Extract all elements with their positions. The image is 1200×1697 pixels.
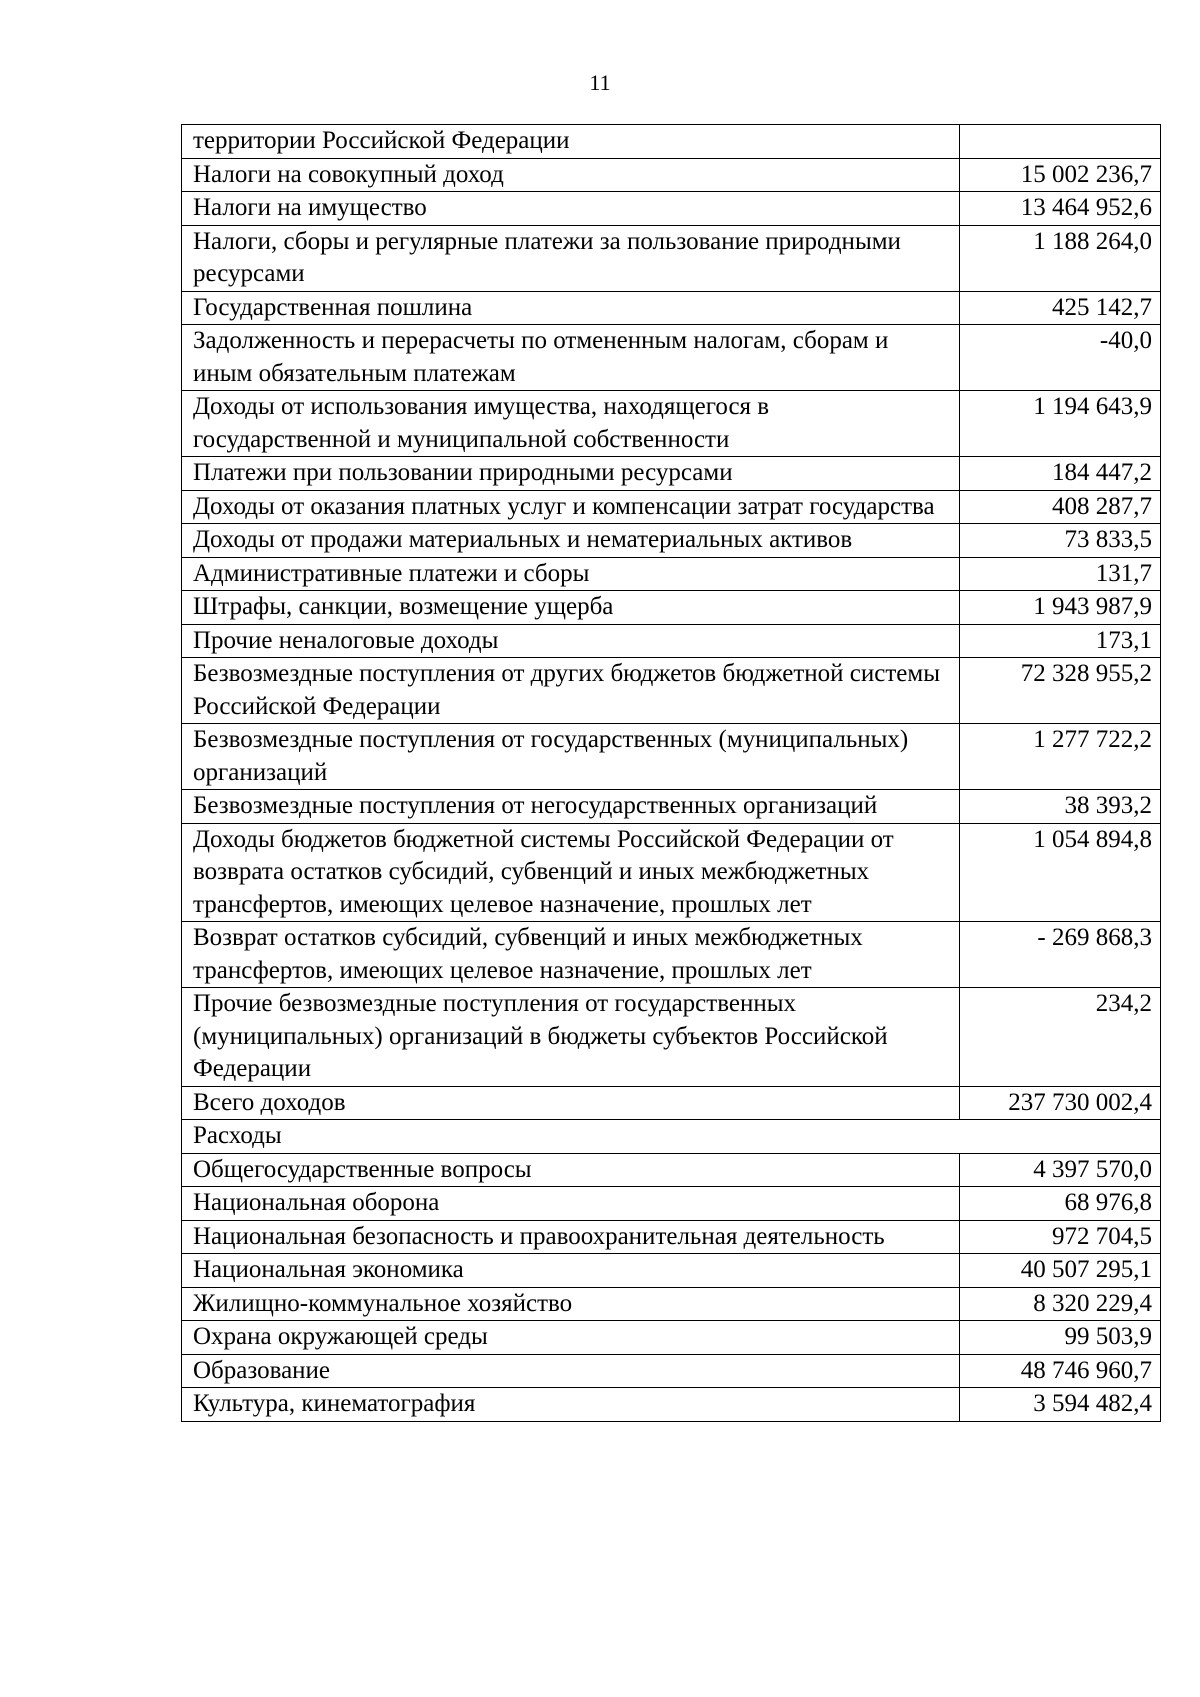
row-label: Прочие безвозмездные поступления от государственных (муниципальных) организаций в бюджеты субъектов Российской Федерации	[182, 988, 960, 1087]
row-label: Охрана окружающей среды	[182, 1321, 960, 1355]
row-value: 234,2	[960, 988, 1161, 1087]
row-value: 68 976,8	[960, 1187, 1161, 1221]
row-label: Жилищно-коммунальное хозяйство	[182, 1287, 960, 1321]
expense-row	[182, 1388, 1161, 1422]
row-label: Национальная оборона	[182, 1187, 960, 1221]
income-row	[182, 524, 1161, 558]
expense-row	[182, 1287, 1161, 1321]
row-label: Национальная безопасность и правоохранительная деятельность	[182, 1220, 960, 1254]
row-value: 40 507 295,1	[960, 1254, 1161, 1288]
row-value: 1 188 264,0	[960, 225, 1161, 291]
income-row	[182, 490, 1161, 524]
income-row	[182, 391, 1161, 457]
income-row	[182, 1086, 1161, 1120]
row-label: Культура, кинематография	[182, 1388, 960, 1422]
row-label: Доходы от использования имущества, находящегося в государственной и муниципальной собственности	[182, 391, 960, 457]
row-value: 15 002 236,7	[960, 158, 1161, 192]
income-row	[182, 658, 1161, 724]
row-label: Государственная пошлина	[182, 291, 960, 325]
row-label: Прочие неналоговые доходы	[182, 624, 960, 658]
expense-row	[182, 1220, 1161, 1254]
row-label: Платежи при пользовании природными ресурсами	[182, 457, 960, 491]
row-value: 8 320 229,4	[960, 1287, 1161, 1321]
budget-table	[181, 124, 1161, 1422]
row-value: 38 393,2	[960, 790, 1161, 824]
row-label: Всего доходов	[182, 1086, 960, 1120]
expense-row	[182, 1321, 1161, 1355]
row-value: 237 730 002,4	[960, 1086, 1161, 1120]
row-label: Безвозмездные поступления от негосударственных организаций	[182, 790, 960, 824]
expense-row	[182, 1354, 1161, 1388]
row-label: территории Российской Федерации	[182, 125, 960, 159]
row-value: 184 447,2	[960, 457, 1161, 491]
row-label: Штрафы, санкции, возмещение ущерба	[182, 591, 960, 625]
income-row	[182, 724, 1161, 790]
income-row	[182, 823, 1161, 922]
expense-row	[182, 1254, 1161, 1288]
row-value: 72 328 955,2	[960, 658, 1161, 724]
income-row	[182, 624, 1161, 658]
row-label: Образование	[182, 1354, 960, 1388]
row-value: 73 833,5	[960, 524, 1161, 558]
income-row	[182, 790, 1161, 824]
row-value: 99 503,9	[960, 1321, 1161, 1355]
row-label: Налоги на совокупный доход	[182, 158, 960, 192]
income-row	[182, 922, 1161, 988]
row-value: 173,1	[960, 624, 1161, 658]
row-label: Общегосударственные вопросы	[182, 1153, 960, 1187]
row-value: 48 746 960,7	[960, 1354, 1161, 1388]
row-value: -40,0	[960, 325, 1161, 391]
row-value: 1 277 722,2	[960, 724, 1161, 790]
income-row	[182, 557, 1161, 591]
row-label: Возврат остатков субсидий, субвенций и иных межбюджетных трансфертов, имеющих целевое назначение, прошлых лет	[182, 922, 960, 988]
income-row	[182, 457, 1161, 491]
row-value: 408 287,7	[960, 490, 1161, 524]
row-value: 13 464 952,6	[960, 192, 1161, 226]
section-title: Расходы	[182, 1120, 1161, 1154]
row-value: 1 943 987,9	[960, 591, 1161, 625]
budget-table-body	[182, 125, 1161, 1422]
income-row	[182, 291, 1161, 325]
row-label: Задолженность и перерасчеты по отмененным налогам, сборам и иным обязательным платежам	[182, 325, 960, 391]
section-row	[182, 1120, 1161, 1154]
row-value	[960, 125, 1161, 159]
page-number: 11	[589, 70, 611, 95]
row-label: Доходы от продажи материальных и нематериальных активов	[182, 524, 960, 558]
row-label: Национальная экономика	[182, 1254, 960, 1288]
row-label: Административные платежи и сборы	[182, 557, 960, 591]
row-value: 4 397 570,0	[960, 1153, 1161, 1187]
income-row	[182, 225, 1161, 291]
row-label: Налоги на имущество	[182, 192, 960, 226]
row-value: 1 194 643,9	[960, 391, 1161, 457]
row-label: Безвозмездные поступления от других бюджетов бюджетной системы Российской Федерации	[182, 658, 960, 724]
row-label: Налоги, сборы и регулярные платежи за пользование природными ресурсами	[182, 225, 960, 291]
row-value: 1 054 894,8	[960, 823, 1161, 922]
income-row	[182, 591, 1161, 625]
row-value: 3 594 482,4	[960, 1388, 1161, 1422]
row-value: 972 704,5	[960, 1220, 1161, 1254]
income-row	[182, 325, 1161, 391]
income-row	[182, 192, 1161, 226]
expense-row	[182, 1153, 1161, 1187]
row-label: Доходы от оказания платных услуг и компенсации затрат государства	[182, 490, 960, 524]
row-label: Доходы бюджетов бюджетной системы Российской Федерации от возврата остатков субсидий, субвенций и иных межбюджетных трансфертов, имеющих целевое назначение, прошлых лет	[182, 823, 960, 922]
income-row	[182, 158, 1161, 192]
row-value: - 269 868,3	[960, 922, 1161, 988]
row-value: 425 142,7	[960, 291, 1161, 325]
income-row	[182, 988, 1161, 1087]
row-value: 131,7	[960, 557, 1161, 591]
row-label: Безвозмездные поступления от государственных (муниципальных) организаций	[182, 724, 960, 790]
expense-row	[182, 1187, 1161, 1221]
income-row	[182, 125, 1161, 159]
